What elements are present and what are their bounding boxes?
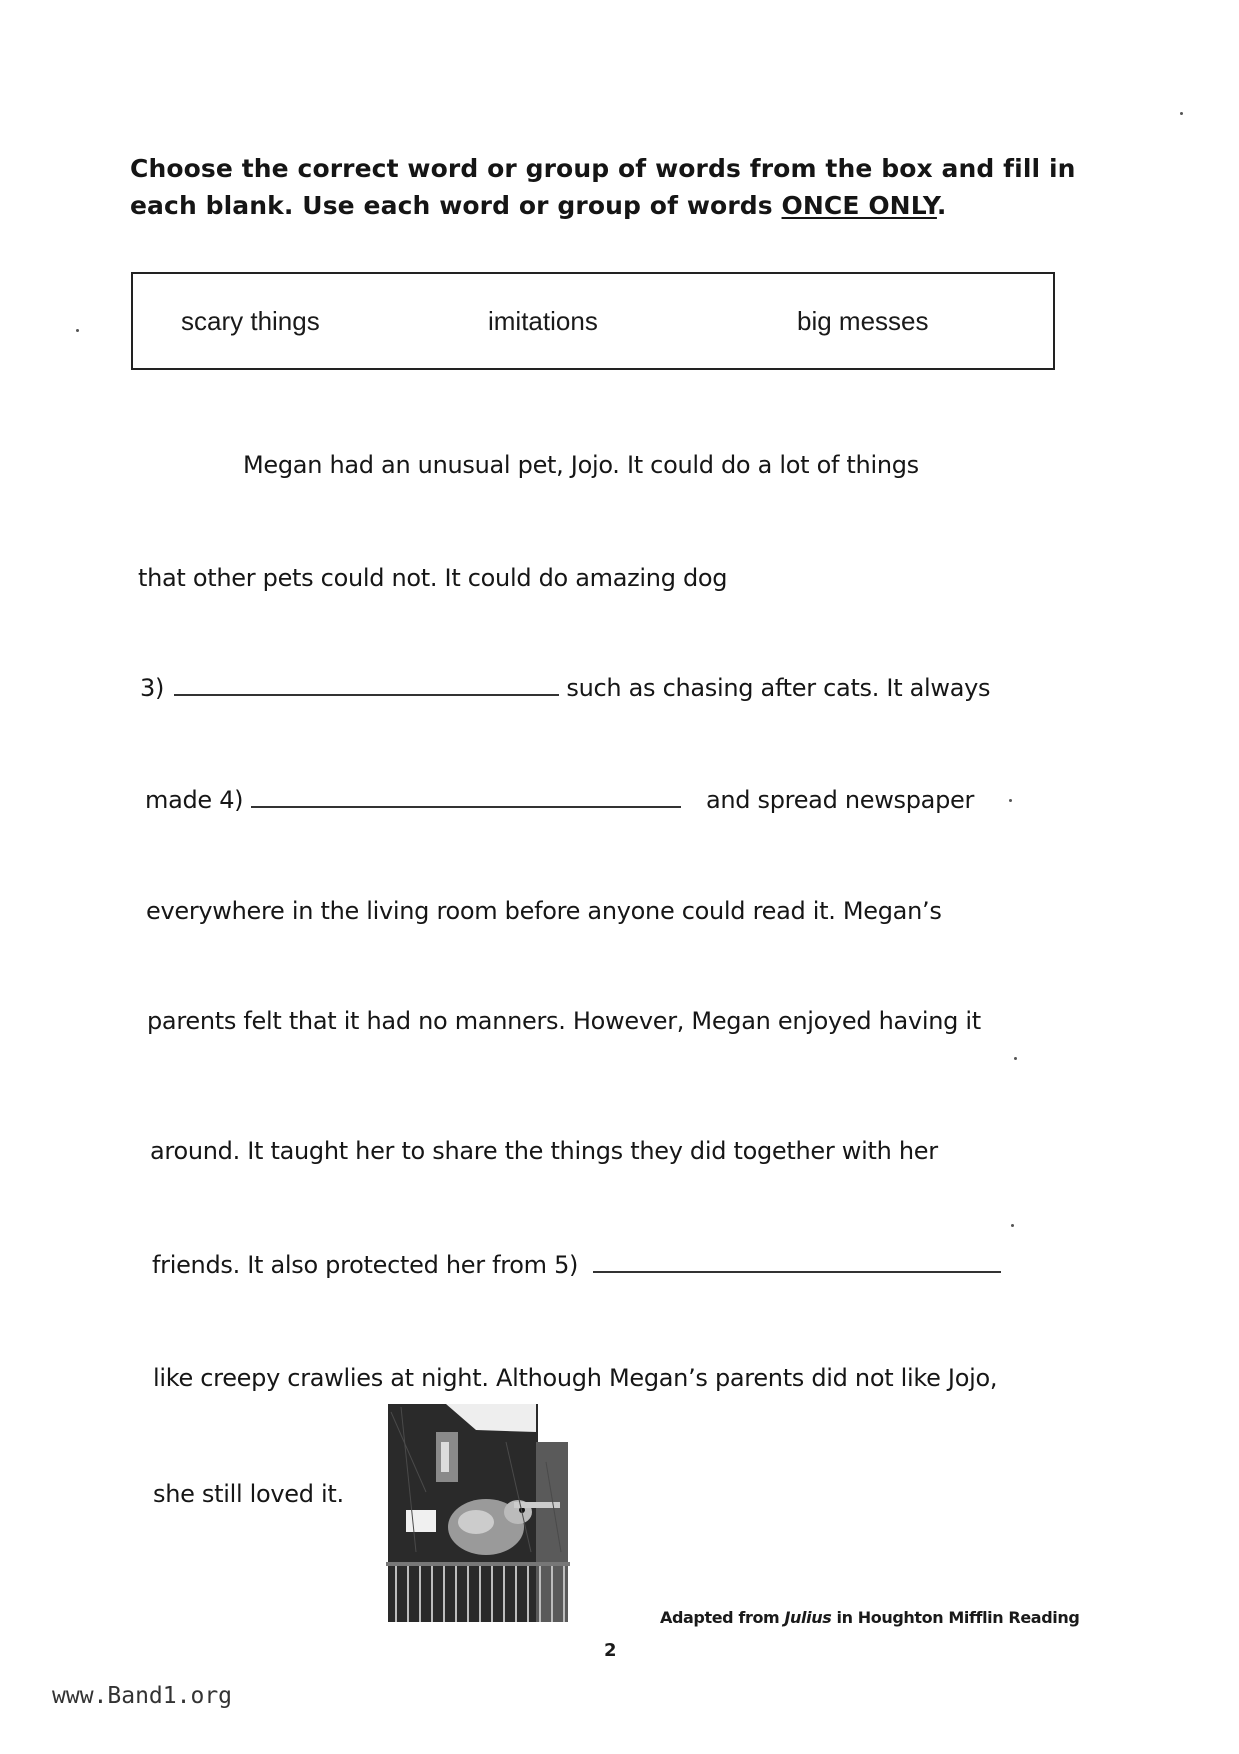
- passage-line-4: [145, 786, 974, 814]
- once-only-emphasis: ONCE ONLY: [781, 191, 937, 220]
- passage-line-5: everywhere in the living room before anyone could read it. Megan’s: [146, 897, 942, 925]
- question-number-3: 3): [140, 674, 165, 702]
- attribution-prefix: Adapted from: [660, 1608, 785, 1627]
- blank-4[interactable]: [251, 788, 681, 808]
- passage-line-3-text: such as chasing after cats. It always: [566, 674, 991, 702]
- scan-speck: [1014, 1057, 1017, 1060]
- dog-illustration: [386, 1402, 570, 1624]
- passage-line-1: Megan had an unusual pet, Jojo. It could do a lot of things: [243, 451, 919, 479]
- footer-url: www.Band1.org: [52, 1683, 233, 1709]
- word-bank-item: imitations: [488, 306, 598, 336]
- passage-line-6: parents felt that it had no manners. However, Megan enjoyed having it: [147, 1007, 981, 1035]
- page-number: 2: [604, 1640, 617, 1661]
- passage-line-10: she still loved it.: [153, 1480, 344, 1508]
- instructions-period: .: [936, 191, 947, 220]
- source-attribution: [660, 1608, 1079, 1627]
- passage-line-2: that other pets could not. It could do amazing dog: [138, 564, 728, 592]
- scan-speck: [1180, 112, 1183, 115]
- attribution-title: Julius: [784, 1608, 832, 1627]
- scan-speck: [1009, 799, 1012, 802]
- blank-3[interactable]: [174, 676, 559, 696]
- passage-line-4-text: and spread newspaper: [705, 786, 975, 814]
- instructions-text: Choose the correct word or group of words from the box and fill in each blank. Use each word or group of words: [130, 154, 1076, 220]
- passage-line-9: like creepy crawlies at night. Although Megan’s parents did not like Jojo,: [153, 1364, 998, 1392]
- passage-line-4-start: made 4): [145, 786, 244, 814]
- attribution-suffix: in Houghton Mifflin Reading: [831, 1608, 1080, 1627]
- scan-speck: [1011, 1224, 1014, 1227]
- blank-5[interactable]: [593, 1253, 1001, 1273]
- passage-line-3: [140, 674, 990, 702]
- word-bank-item: scary things: [181, 306, 320, 336]
- word-bank-box: [131, 272, 1055, 370]
- scan-speck: [76, 329, 79, 332]
- passage-line-8-text: friends. It also protected her from 5): [152, 1251, 579, 1279]
- instructions: [130, 150, 1090, 224]
- word-bank-item: big messes: [797, 306, 929, 336]
- passage-line-8: [152, 1251, 1001, 1279]
- passage-line-7: around. It taught her to share the things they did together with her: [150, 1137, 938, 1165]
